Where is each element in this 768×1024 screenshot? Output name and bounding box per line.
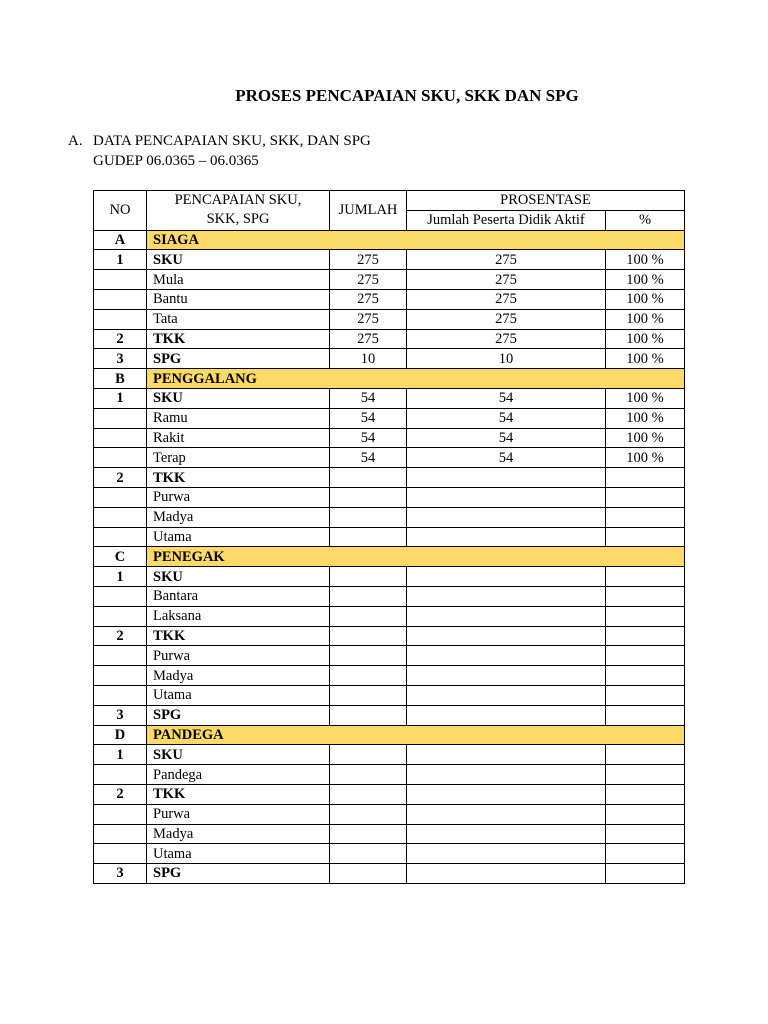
- row-percent: [606, 705, 685, 725]
- row-percent: [606, 586, 685, 606]
- row-peserta: 54: [407, 388, 606, 408]
- row-percent: [606, 527, 685, 547]
- row-peserta: 54: [407, 408, 606, 428]
- row-no: [94, 428, 147, 448]
- row-percent: [606, 567, 685, 587]
- row-jumlah: [330, 527, 407, 547]
- section-subheading: GUDEP 06.0365 – 06.0365: [93, 153, 259, 169]
- row-no: 3: [94, 705, 147, 725]
- row-peserta: 54: [407, 428, 606, 448]
- row-name: TKK: [147, 468, 330, 488]
- row-name: SKU: [147, 250, 330, 270]
- row-no: [94, 289, 147, 309]
- table-row: [94, 626, 685, 646]
- row-no: [94, 487, 147, 507]
- row-jumlah: [330, 705, 407, 725]
- row-no: 2: [94, 784, 147, 804]
- row-peserta: 10: [407, 349, 606, 369]
- row-name: Bantara: [147, 586, 330, 606]
- row-peserta: 275: [407, 309, 606, 329]
- row-name: Purwa: [147, 487, 330, 507]
- table-row: [94, 468, 685, 488]
- row-no: [94, 685, 147, 705]
- row-percent: [606, 606, 685, 626]
- table-row: [94, 824, 685, 844]
- row-name: Mula: [147, 270, 330, 290]
- row-name: Terap: [147, 448, 330, 468]
- row-jumlah: [330, 804, 407, 824]
- row-percent: 100 %: [606, 250, 685, 270]
- row-percent: 100 %: [606, 270, 685, 290]
- row-no: 1: [94, 745, 147, 765]
- row-percent: [606, 646, 685, 666]
- table-row: [94, 685, 685, 705]
- table-section-row: [94, 230, 685, 250]
- achievement-table: [93, 190, 685, 884]
- row-no: [94, 309, 147, 329]
- row-jumlah: [330, 626, 407, 646]
- row-jumlah: 54: [330, 428, 407, 448]
- row-jumlah: [330, 666, 407, 686]
- table-row: [94, 487, 685, 507]
- row-percent: [606, 745, 685, 765]
- row-percent: 100 %: [606, 309, 685, 329]
- page-title: PROSES PENCAPAIAN SKU, SKK DAN SPG: [235, 86, 579, 105]
- row-peserta: 275: [407, 289, 606, 309]
- row-no: [94, 408, 147, 428]
- table-row: [94, 527, 685, 547]
- row-peserta: [407, 507, 606, 527]
- row-peserta: [407, 864, 606, 884]
- row-no: 1: [94, 250, 147, 270]
- row-name: Utama: [147, 685, 330, 705]
- row-jumlah: [330, 606, 407, 626]
- row-peserta: [407, 745, 606, 765]
- row-peserta: [407, 567, 606, 587]
- table-row: [94, 666, 685, 686]
- table-row: [94, 309, 685, 329]
- table-section-row: [94, 547, 685, 567]
- row-name: Bantu: [147, 289, 330, 309]
- row-peserta: [407, 765, 606, 785]
- row-jumlah: [330, 567, 407, 587]
- row-no: 2: [94, 329, 147, 349]
- row-no: [94, 527, 147, 547]
- row-name: TKK: [147, 784, 330, 804]
- row-percent: [606, 626, 685, 646]
- row-jumlah: [330, 646, 407, 666]
- row-section-name: PENEGAK: [147, 547, 685, 567]
- row-name: Tata: [147, 309, 330, 329]
- row-percent: 100 %: [606, 329, 685, 349]
- header-pencapaian-line2: SKK, SPG: [206, 211, 270, 228]
- row-jumlah: [330, 487, 407, 507]
- table-row: [94, 388, 685, 408]
- row-section-name: PENGGALANG: [147, 369, 685, 389]
- table-row: [94, 507, 685, 527]
- row-name: Purwa: [147, 646, 330, 666]
- row-percent: 100 %: [606, 388, 685, 408]
- row-name: SKU: [147, 567, 330, 587]
- table-body: [94, 230, 685, 883]
- table-row: [94, 765, 685, 785]
- row-no: C: [94, 547, 147, 567]
- row-no: [94, 804, 147, 824]
- table-row: [94, 428, 685, 448]
- row-name: Utama: [147, 844, 330, 864]
- table-row: [94, 408, 685, 428]
- row-percent: 100 %: [606, 289, 685, 309]
- row-name: SPG: [147, 349, 330, 369]
- row-name: Laksana: [147, 606, 330, 626]
- row-percent: 100 %: [606, 428, 685, 448]
- row-name: Pandega: [147, 765, 330, 785]
- row-percent: [606, 487, 685, 507]
- row-jumlah: [330, 586, 407, 606]
- row-name: SKU: [147, 388, 330, 408]
- row-no: [94, 270, 147, 290]
- row-no: [94, 448, 147, 468]
- table-section-row: [94, 725, 685, 745]
- row-name: TKK: [147, 329, 330, 349]
- row-peserta: [407, 606, 606, 626]
- row-jumlah: 54: [330, 408, 407, 428]
- row-no: [94, 844, 147, 864]
- header-pencapaian: [147, 191, 330, 231]
- row-name: SPG: [147, 864, 330, 884]
- row-name: Purwa: [147, 804, 330, 824]
- row-no: [94, 606, 147, 626]
- row-peserta: 275: [407, 270, 606, 290]
- row-percent: 100 %: [606, 408, 685, 428]
- table-row: [94, 250, 685, 270]
- row-jumlah: [330, 685, 407, 705]
- row-no: 2: [94, 626, 147, 646]
- section-heading-text: DATA PENCAPAIAN SKU, SKK, DAN SPG: [93, 133, 371, 149]
- row-jumlah: 275: [330, 329, 407, 349]
- row-peserta: [407, 804, 606, 824]
- row-section-name: PANDEGA: [147, 725, 685, 745]
- row-no: A: [94, 230, 147, 250]
- row-name: Madya: [147, 507, 330, 527]
- row-jumlah: [330, 507, 407, 527]
- row-name: TKK: [147, 626, 330, 646]
- table-row: [94, 804, 685, 824]
- row-name: SKU: [147, 745, 330, 765]
- row-jumlah: [330, 784, 407, 804]
- row-peserta: [407, 844, 606, 864]
- row-peserta: [407, 666, 606, 686]
- row-name: Ramu: [147, 408, 330, 428]
- row-percent: [606, 784, 685, 804]
- row-percent: 100 %: [606, 448, 685, 468]
- section-heading: [68, 131, 371, 151]
- row-percent: [606, 844, 685, 864]
- header-peserta-didik-aktif: Jumlah Peserta Didik Aktif: [407, 210, 606, 230]
- row-peserta: [407, 468, 606, 488]
- row-peserta: 275: [407, 329, 606, 349]
- row-peserta: [407, 705, 606, 725]
- row-jumlah: [330, 745, 407, 765]
- row-peserta: 54: [407, 448, 606, 468]
- row-section-name: SIAGA: [147, 230, 685, 250]
- row-name: Rakit: [147, 428, 330, 448]
- table-row: [94, 745, 685, 765]
- row-percent: 100 %: [606, 349, 685, 369]
- row-no: [94, 666, 147, 686]
- row-jumlah: 275: [330, 309, 407, 329]
- row-peserta: [407, 626, 606, 646]
- row-percent: [606, 824, 685, 844]
- row-jumlah: 275: [330, 270, 407, 290]
- table-row: [94, 705, 685, 725]
- header-percent: %: [606, 210, 685, 230]
- table-row: [94, 784, 685, 804]
- table-section-row: [94, 369, 685, 389]
- row-peserta: [407, 824, 606, 844]
- row-no: 3: [94, 864, 147, 884]
- section-letter: A.: [68, 133, 83, 149]
- row-peserta: [407, 527, 606, 547]
- row-no: [94, 646, 147, 666]
- table-row: [94, 606, 685, 626]
- table-row: [94, 844, 685, 864]
- table-row: [94, 270, 685, 290]
- table-row: [94, 646, 685, 666]
- row-percent: [606, 507, 685, 527]
- row-jumlah: [330, 844, 407, 864]
- row-peserta: [407, 784, 606, 804]
- row-peserta: [407, 685, 606, 705]
- table-row: [94, 864, 685, 884]
- row-no: [94, 507, 147, 527]
- row-jumlah: 10: [330, 349, 407, 369]
- row-peserta: [407, 646, 606, 666]
- row-jumlah: [330, 468, 407, 488]
- row-name: SPG: [147, 705, 330, 725]
- header-jumlah: JUMLAH: [330, 191, 407, 231]
- row-percent: [606, 864, 685, 884]
- header-prosentase: PROSENTASE: [407, 191, 685, 211]
- table-row: [94, 567, 685, 587]
- row-percent: [606, 765, 685, 785]
- row-percent: [606, 666, 685, 686]
- row-no: 3: [94, 349, 147, 369]
- table-row: [94, 289, 685, 309]
- row-percent: [606, 685, 685, 705]
- row-jumlah: [330, 824, 407, 844]
- row-no: D: [94, 725, 147, 745]
- table-row: [94, 349, 685, 369]
- table-row: [94, 586, 685, 606]
- row-no: 1: [94, 567, 147, 587]
- row-percent: [606, 804, 685, 824]
- row-jumlah: 54: [330, 388, 407, 408]
- section-heading-block: [68, 131, 371, 171]
- row-jumlah: 275: [330, 250, 407, 270]
- row-jumlah: 54: [330, 448, 407, 468]
- row-peserta: [407, 586, 606, 606]
- row-no: [94, 586, 147, 606]
- table-row: [94, 448, 685, 468]
- row-peserta: [407, 487, 606, 507]
- row-no: 1: [94, 388, 147, 408]
- row-no: [94, 765, 147, 785]
- row-no: [94, 824, 147, 844]
- row-name: Madya: [147, 666, 330, 686]
- row-percent: [606, 468, 685, 488]
- header-no: NO: [94, 191, 147, 231]
- row-jumlah: [330, 765, 407, 785]
- row-jumlah: 275: [330, 289, 407, 309]
- row-peserta: 275: [407, 250, 606, 270]
- row-name: Utama: [147, 527, 330, 547]
- row-name: Madya: [147, 824, 330, 844]
- table-row: [94, 329, 685, 349]
- header-pencapaian-line1: PENCAPAIAN SKU,: [174, 192, 302, 209]
- row-jumlah: [330, 864, 407, 884]
- row-no: 2: [94, 468, 147, 488]
- row-no: B: [94, 369, 147, 389]
